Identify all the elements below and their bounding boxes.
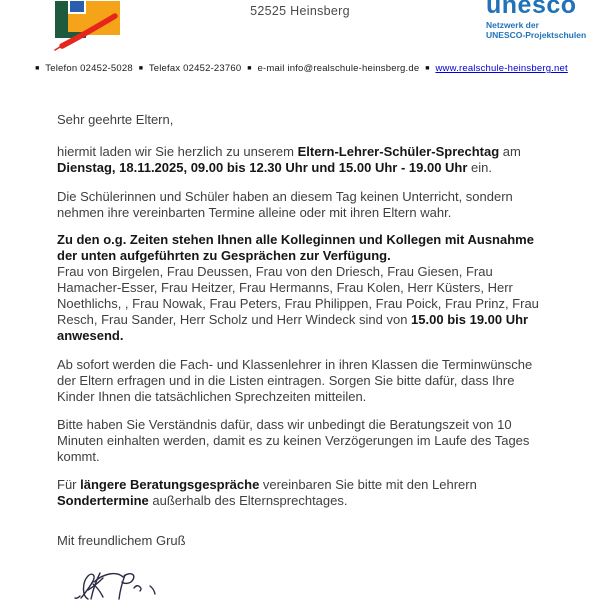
handwritten-signature [72,569,167,600]
unesco-wordmark: unesco [486,0,577,19]
paragraph-teacher-list: Frau von Birgelen, Frau Deussen, Frau von den Driesch, Frau Giesen, Frau Hamacher-Esser, Frau Heitzer, Frau Hermanns, Frau Kolen, Herr Küsters, Herr Noethlichs, , Frau Nowak, Frau Peters, Frau Philippen, Frau Poick, Frau Prinz, Frau Resch, Frau Sander, Herr Scholz und Herr Windeck sind von 15.00 bis 19.00 Uhr anwesend. [57,264,539,343]
unesco-logo [486,0,586,40]
paragraph-invitation: hiermit laden wir Sie herzlich zu unserem Eltern-Lehrer-Schüler-Sprechtag am Dienstag, 18.11.2025, 09.00 bis 12.30 Uhr und 15.00 Uhr - 19.00 Uhr ein. [57,144,521,175]
phone-text: Telefon 02452-5028 [45,63,133,74]
square-bullet-icon: ■ [247,65,252,72]
contact-line [0,63,600,74]
paragraph-time-limit: Bitte haben Sie Verständnis dafür, dass wir unbedingt die Beratungszeit von 10 Minuten einhalten werden, damit es zu keinen Verzögerungen im Laufe des Tages kommt. [57,417,530,464]
email-text: e-mail info@realschule-heinsberg.de [257,63,420,74]
paragraph-special-appointments: Für längere Beratungsgespräche vereinbaren Sie bitte mit den Lehrern Sondertermine außerhalb des Elternsprechtages. [57,477,477,508]
postal-line: 52525 Heinsberg [250,4,350,18]
paragraph-availability-bold: Zu den o.g. Zeiten stehen Ihnen alle Kolleginnen und Kollegen mit Ausnahme der unten aufgeführten zu Gesprächen zur Verfügung. [57,232,534,263]
square-bullet-icon: ■ [138,65,144,72]
closing-line: Mit freundlichem Gruß [57,533,186,548]
paragraph-appointments: Ab sofort werden die Fach- und Klassenlehrer in ihren Klassen die Terminwünsche der Eltern erfragen und in die Listen eintragen. Sorgen Sie bitte dafür, dass Ihre Kinder Ihnen die tatsächlichen Sprechzeiten mitteilen. [57,357,533,404]
fax-text: Telefax 02452-23760 [148,63,242,74]
unesco-subtitle-line2: UNESCO-Projektschulen [486,30,587,40]
unesco-subtitle-line1: Netzwerk der [486,20,539,30]
paragraph-no-lessons: Die Schülerinnen und Schüler haben an diesem Tag keinen Unterricht, sondern nehmen ihre vereinbarten Termine alleine oder mit ihren Eltern wahr. [57,189,513,220]
salutation: Sehr geehrte Eltern, [57,112,174,127]
website-link[interactable]: www.realschule-heinsberg.net [435,63,568,74]
letter-body [57,112,546,562]
square-bullet-icon: ■ [35,65,40,72]
square-bullet-icon: ■ [425,65,430,72]
